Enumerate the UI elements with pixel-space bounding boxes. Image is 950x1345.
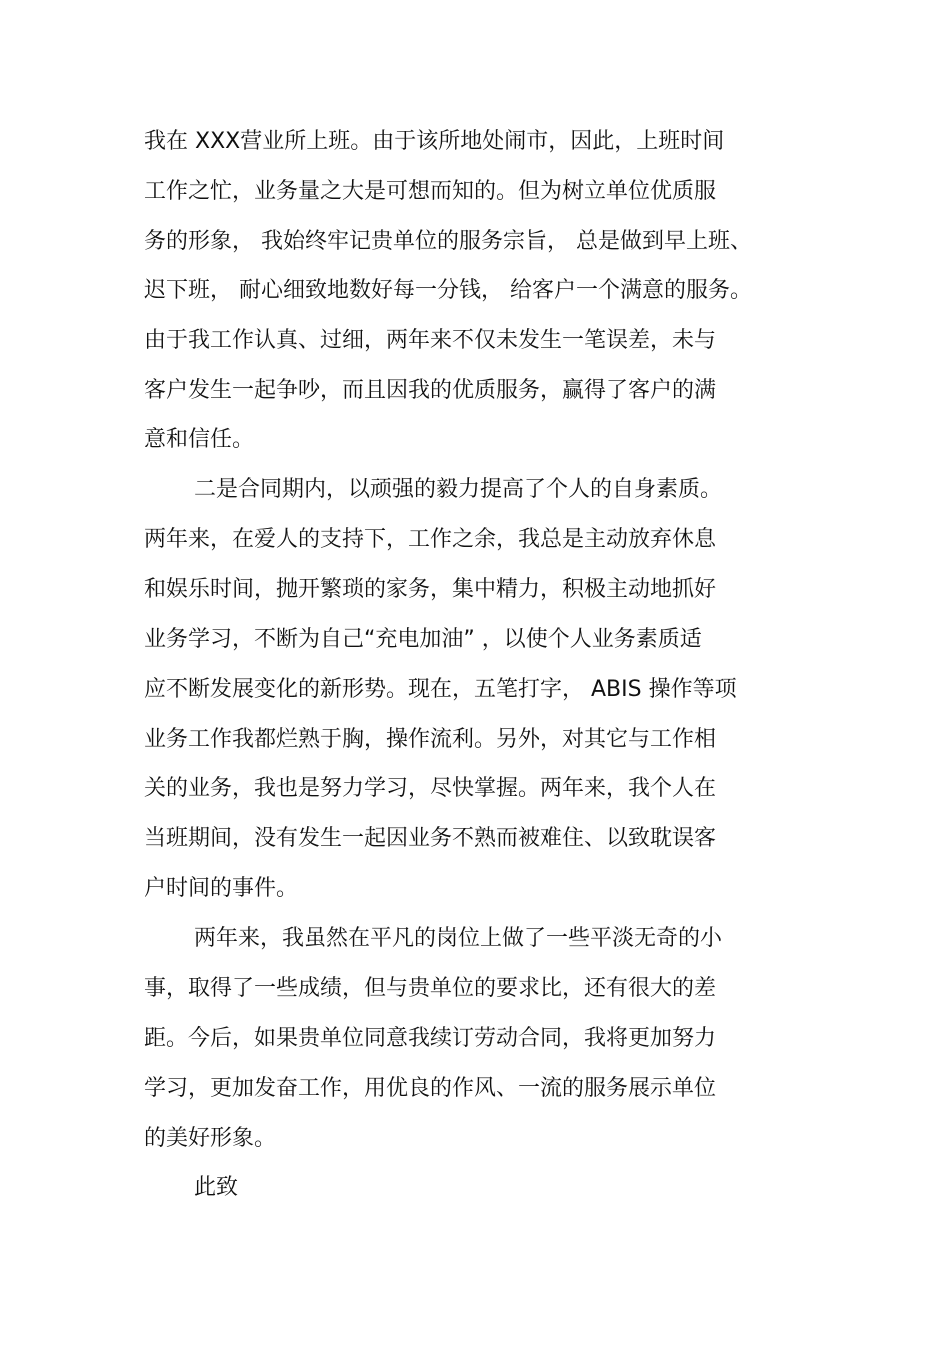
- text-line: 我在 XXX营业所上班。由于该所地处闹市，因此，上班时间: [144, 129, 725, 154]
- text-line: 距。今后，如果贵单位同意我续订劳动合同，我将更加努力: [144, 1026, 717, 1051]
- text-line: 业务学习，不断为自己“充电加油” ，以使个人业务素质适: [144, 627, 702, 652]
- text-line: 迟下班， 耐心细致地数好每一分钱， 给客户一个满意的服务。: [144, 278, 752, 303]
- text-line: 户时间的事件。: [144, 876, 299, 901]
- paragraph-start-line: 二是合同期内，以顽强的毅力提高了个人的自身素质。: [194, 477, 723, 502]
- closing-salutation: 此致: [194, 1175, 239, 1200]
- text-line: 意和信任。: [144, 427, 255, 452]
- text-line: 的美好形象。: [144, 1126, 277, 1151]
- text-line: 关的业务，我也是努力学习，尽快掌握。两年来，我个人在: [144, 776, 717, 801]
- text-line: 学习，更加发奋工作，用优良的作风、一流的服务展示单位: [144, 1076, 717, 1101]
- text-line: 两年来，在爱人的支持下，工作之余，我总是主动放弃休息: [144, 527, 717, 552]
- text-line: 事，取得了一些成绩，但与贵单位的要求比，还有很大的差: [144, 976, 717, 1001]
- text-line: 应不断发展变化的新形势。现在，五笔打字， ABIS 操作等项: [144, 677, 737, 702]
- text-line: 和娱乐时间，抛开繁琐的家务，集中精力，积极主动地抓好: [144, 577, 717, 602]
- text-line: 务的形象， 我始终牢记贵单位的服务宗旨， 总是做到早上班、: [144, 229, 752, 254]
- text-line: 当班期间，没有发生一起因业务不熟而被难住、以致耽误客: [144, 826, 717, 851]
- text-line: 业务工作我都烂熟于胸，操作流利。另外，对其它与工作相: [144, 727, 717, 752]
- text-line: 客户发生一起争吵，而且因我的优质服务，赢得了客户的满: [144, 378, 717, 403]
- paragraph-start-line: 两年来，我虽然在平凡的岗位上做了一些平淡无奇的小: [194, 926, 723, 951]
- text-line: 由于我工作认真、过细，两年来不仅未发生一笔误差，未与: [144, 328, 717, 353]
- text-line: 工作之忙，业务量之大是可想而知的。但为树立单位优质服: [144, 179, 717, 204]
